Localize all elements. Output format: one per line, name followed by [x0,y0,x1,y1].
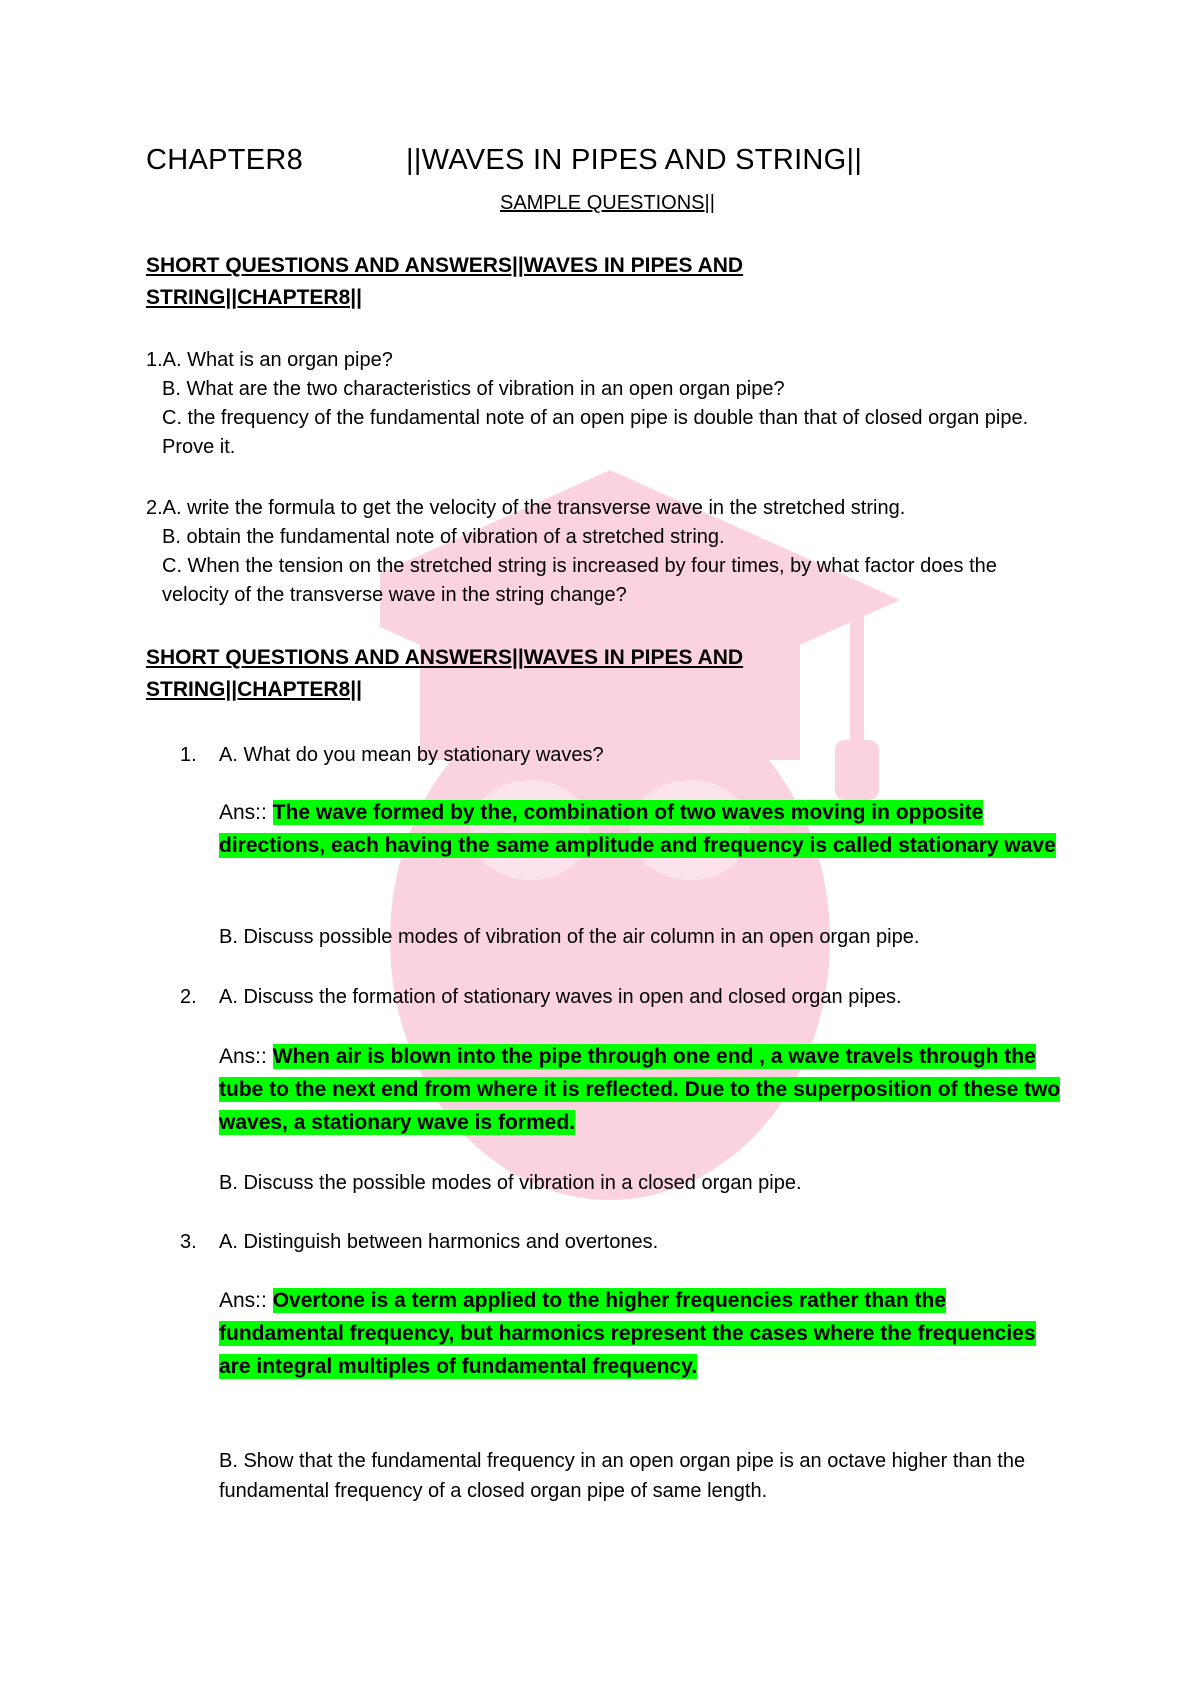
question-1a: 1.A. What is an organ pipe? [146,349,393,371]
question-1-block [146,346,1066,462]
answer-label: Ans:: [219,801,267,824]
answer-text: When air is blown into the pipe through one end , a wave travels through the tube to the next end from where it is reflected. Due to the superposition of these two waves, a stationary wave is formed. [219,1045,1061,1134]
section-heading-1: SHORT QUESTIONS AND ANSWERS||WAVES IN PIPES AND STRING||CHAPTER8|| [146,254,744,309]
answer-text: Overtone is a term applied to the higher frequencies rather than the fundamental frequency, but harmonics represent the cases where the frequencies are integral multiples of fundamental frequency. [219,1289,1036,1378]
list-item-number: 2. [180,986,197,1008]
list-item-text: B. Discuss the possible modes of vibration in a closed organ pipe. [219,1172,802,1194]
question-1b: B. What are the two characteristics of vibration in an open organ pipe? [162,378,785,400]
question-1c-text: C. the frequency of the fundamental note of an open pipe is double than that of closed organ pipe. Prove it. [162,407,1029,458]
section-heading-2: SHORT QUESTIONS AND ANSWERS||WAVES IN PIPES AND STRING||CHAPTER8|| [146,646,744,701]
answer-label: Ans:: [219,1289,267,1312]
list-item-text: B. Show that the fundamental frequency in an open organ pipe is an octave higher than the fundamental frequency of a closed organ pipe of same length. [219,1450,1026,1502]
answer-text: The wave formed by the, combination of two waves moving in opposite directions, each having the same amplitude and frequency is called stationary wave [219,801,1056,857]
answer-1 [219,796,1069,862]
page-subtitle: SAMPLE QUESTIONS|| [500,192,715,214]
list-item-text: A. Discuss the formation of stationary waves in open and closed organ pipes. [219,986,902,1008]
question-1c [146,404,1066,462]
chapter-topic: ||WAVES IN PIPES AND STRING|| [406,144,863,176]
list-item-number: 1. [180,744,197,766]
list-item-text: B. Discuss possible modes of vibration of the air column in an open organ pipe. [219,926,920,948]
question-2-block [146,494,1066,610]
answer-2 [219,1040,1069,1139]
question-2b: B. obtain the fundamental note of vibration of a stretched string. [162,526,725,548]
answer-3 [219,1284,1069,1383]
list-item-number: 3. [180,1231,197,1253]
chapter-label: CHAPTER8 [146,144,304,176]
question-2a: 2.A. write the formula to get the velocity of the transverse wave in the stretched string. [146,497,906,519]
question-2c: C. When the tension on the stretched string is increased by four times, by what factor does the velocity of the transverse wave in the string change? [162,555,997,606]
list-item-text: A. What do you mean by stationary waves? [219,744,604,766]
list-item-text: A. Distinguish between harmonics and overtones. [219,1231,659,1253]
answer-label: Ans:: [219,1045,267,1068]
